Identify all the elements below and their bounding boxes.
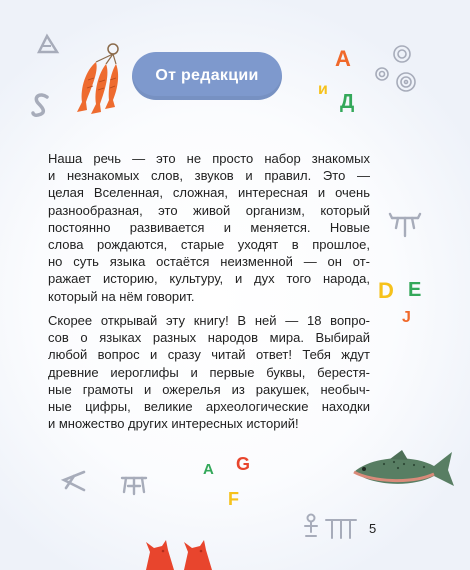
- intro-paragraph-2: [48, 312, 370, 432]
- s-glyph-icon: [30, 92, 52, 118]
- letter-d-green: Д: [340, 91, 355, 113]
- letter-d-latin: D: [378, 278, 394, 303]
- text-line: ражает историю, культуру, и дух того народа,: [48, 271, 370, 287]
- letter-a-orange: А: [335, 46, 351, 71]
- text-line: Скорее открывай эту книгу! В ней — 18 вопро-: [48, 313, 370, 328]
- spiral-glyphs-icon: [372, 44, 422, 100]
- letter-g-latin: G: [236, 454, 251, 474]
- page-number: 5: [369, 521, 377, 536]
- cuneiform-glyph-icon: [302, 512, 360, 542]
- letter-j-latin: J: [402, 309, 411, 326]
- text-line: Наша речь — это не просто набор знакомых: [48, 151, 370, 166]
- text-line: постоянно развивается и меняется. Новые: [48, 219, 370, 235]
- text-line: любой вопрос и сразу читай ответ! Тебя ждут: [48, 347, 370, 363]
- text-line: и множество других интересных историй!: [48, 416, 299, 432]
- letter-f-latin: F: [228, 489, 239, 509]
- foxes-icon: [140, 538, 220, 570]
- intro-paragraph-1: [48, 150, 370, 305]
- trident-glyph-icon: [118, 472, 150, 498]
- antler-glyph-icon: [388, 210, 422, 240]
- text-line: который на нём говорит.: [48, 288, 195, 304]
- text-line: слова рождаются, старые уходят в прошлое,: [48, 237, 370, 253]
- text-line: разнообразная, это живой организм, который: [48, 202, 370, 218]
- text-line: и незнакомых слов, звуков и правил. Это —: [48, 168, 370, 184]
- text-line: ные грамоты и ожерелья из ракушек, необыч-: [48, 381, 370, 397]
- text-line: сов о языках разных народов мира. Выбирай: [48, 330, 370, 346]
- text-line: но суть языка остаётся неизменной — он от-: [48, 254, 370, 270]
- letter-i-yellow: и: [318, 81, 328, 98]
- text-line: древние иероглифы и первые буквы, берестя-: [48, 364, 370, 380]
- section-title: От редакции: [132, 52, 282, 100]
- letter-e-latin: E: [408, 279, 422, 301]
- arrow-glyph-icon: [58, 468, 88, 494]
- text-line: ные цифры, великие археологические находки: [48, 399, 370, 415]
- fish-icon: [350, 446, 458, 492]
- delta-glyph-icon: [36, 33, 60, 55]
- letter-a-latin: A: [203, 461, 214, 478]
- dried-fish-icon: [60, 40, 135, 120]
- text-line: целая Вселенная, сложная, интересная и очень: [48, 185, 370, 201]
